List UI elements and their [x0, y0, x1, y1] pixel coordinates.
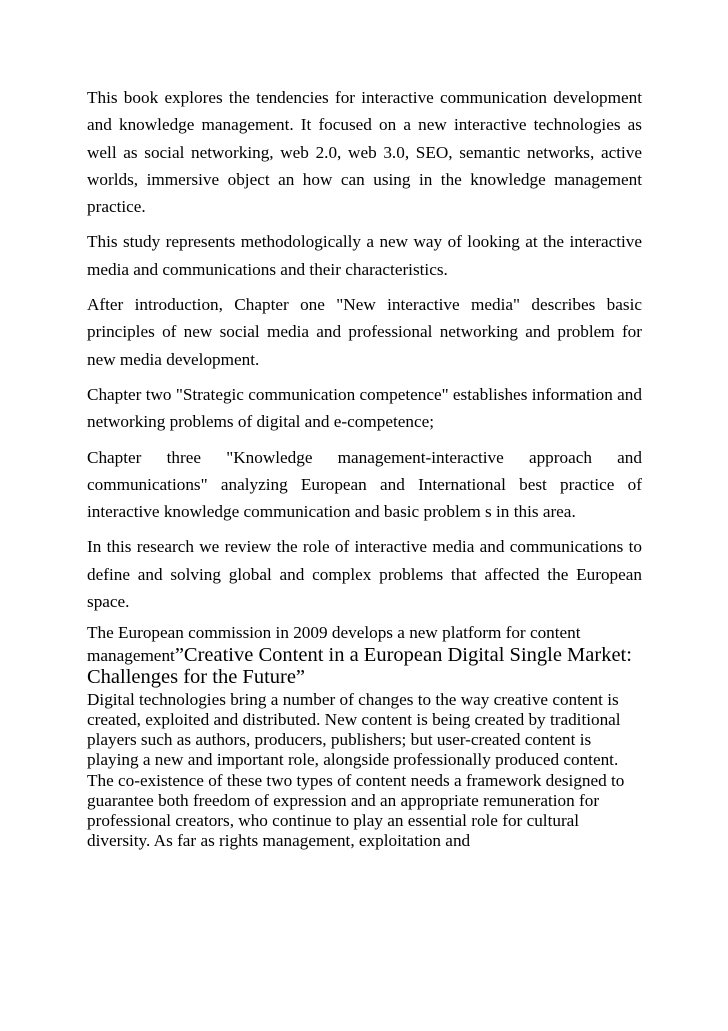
commission-intro-text: The European commission in 2009 develops a new platform for content management [87, 623, 581, 665]
paragraph-chapter-one: After introduction, Chapter one "New interactive media" describes basic principles of new social media and professional networking and problem for new media development. [87, 295, 642, 369]
paragraph-chapter-three: Chapter three "Knowledge management-interactive approach and communications" analyzing European and International best practice of interactive knowledge communication and basic problem s in this area. [87, 447, 642, 522]
commission-title: ”Creative Content in a European Digital Single Market: Challenges for the Future” [87, 643, 632, 689]
paragraph-book-overview: This book explores the tendencies for interactive communication development and knowledge management. It focused on a new interactive technologies as well as social networking, web 2.0, web 3.0, SEO, semantic networks, active worlds, immersive object an how can using in the knowledge management practice. [87, 88, 642, 217]
commission-intro-paragraph [87, 623, 642, 689]
commission-body-paragraph: Digital technologies bring a number of changes to the way creative content is created, exploited and distributed. New content is being created by traditional players such as authors, producers, publishers; but user-created content is playing a new and important role, alongside professionally produced content. The co-existence of these two types of content needs a framework designed to guarantee both freedom of expression and an appropriate remuneration for professional creators, who continue to play an essential role for cultural diversity. As far as rights management, exploitation and [87, 689, 625, 851]
document-page [87, 84, 642, 851]
paragraph-chapter-two: Chapter two "Strategic communication competence" establishes information and networking problems of digital and e-competence; [87, 384, 642, 432]
paragraph-research-role: In this research we review the role of interactive media and communications to define and solving global and complex problems that affected the European space. [87, 537, 642, 612]
paragraph-study-method: This study represents methodologically a new way of looking at the interactive media and communications and their characteristics. [87, 232, 642, 279]
